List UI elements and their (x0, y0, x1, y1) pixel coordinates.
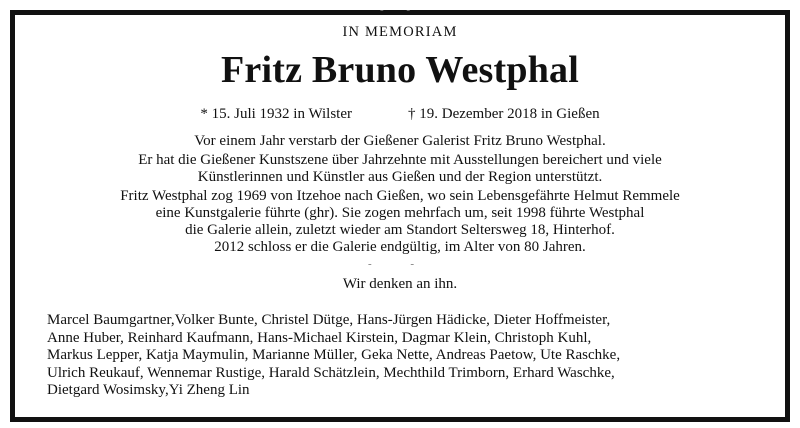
mourner-line: Ulrich Reukauf, Wennemar Rustige, Harald Schätzlein, Mechthild Trimborn, Erhard Waschke, (47, 364, 615, 381)
birth-date: * 15. Juli 1932 in Wilster (200, 106, 352, 122)
mourner-line: Marcel Baumgartner,Volker Bunte, Christel Dütge, Hans-Jürgen Hädicke, Dieter Hoffmeister, (47, 312, 611, 328)
mourner-list (47, 312, 780, 400)
text-line: Künstlerinnen und Künstler aus Gießen und der Region unterstützt. (197, 169, 603, 185)
obituary-text (0, 133, 800, 256)
paragraph-2 (0, 152, 800, 186)
paragraph-1 (0, 133, 800, 150)
paragraph-3 (0, 188, 800, 256)
text-line: Er hat die Gießener Kunstszene über Jahrzehnte mit Ausstellungen bereichert und viele (138, 152, 662, 168)
closing-line: Wir denken an ihn. (342, 276, 458, 292)
mourner-line: Markus Lepper, Katja Maymulin, Marianne Müller, Geka Nette, Andreas Paetow, Ute Raschke, (47, 347, 621, 363)
text-line: eine Kunstgalerie führte (ghr). Sie zogen mehrfach um, seit 1998 führte Westphal (155, 205, 645, 221)
ornament-top: - - (379, 4, 421, 16)
mourner-line: Dietgard Wosimsky,Yi Zheng Lin (47, 382, 250, 398)
text-line: Vor einem Jahr verstarb der Gießener Galerist Fritz Bruno Westphal. (194, 133, 606, 149)
text-line: Fritz Westphal zog 1969 von Itzehoe nach Gießen, wo sein Lebensgefährte Helmut Remmele (120, 188, 680, 204)
text-line: 2012 schloss er die Galerie endgültig, im Alter von 80 Jahren. (214, 239, 586, 255)
ornament-middle: - - (367, 258, 433, 270)
header-label: IN MEMORIAM (342, 24, 458, 40)
life-dates (0, 106, 800, 123)
mourner-line: Anne Huber, Reinhard Kaufmann, Hans-Michael Kirstein, Dagmar Klein, Christoph Kuhl, (47, 329, 592, 346)
death-date: † 19. Dezember 2018 in Gießen (408, 106, 600, 122)
text-line: die Galerie allein, zuletzt wieder am Standort Seltersweg 18, Hinterhof. (185, 222, 615, 238)
deceased-name: Fritz Bruno Westphal (221, 49, 579, 91)
